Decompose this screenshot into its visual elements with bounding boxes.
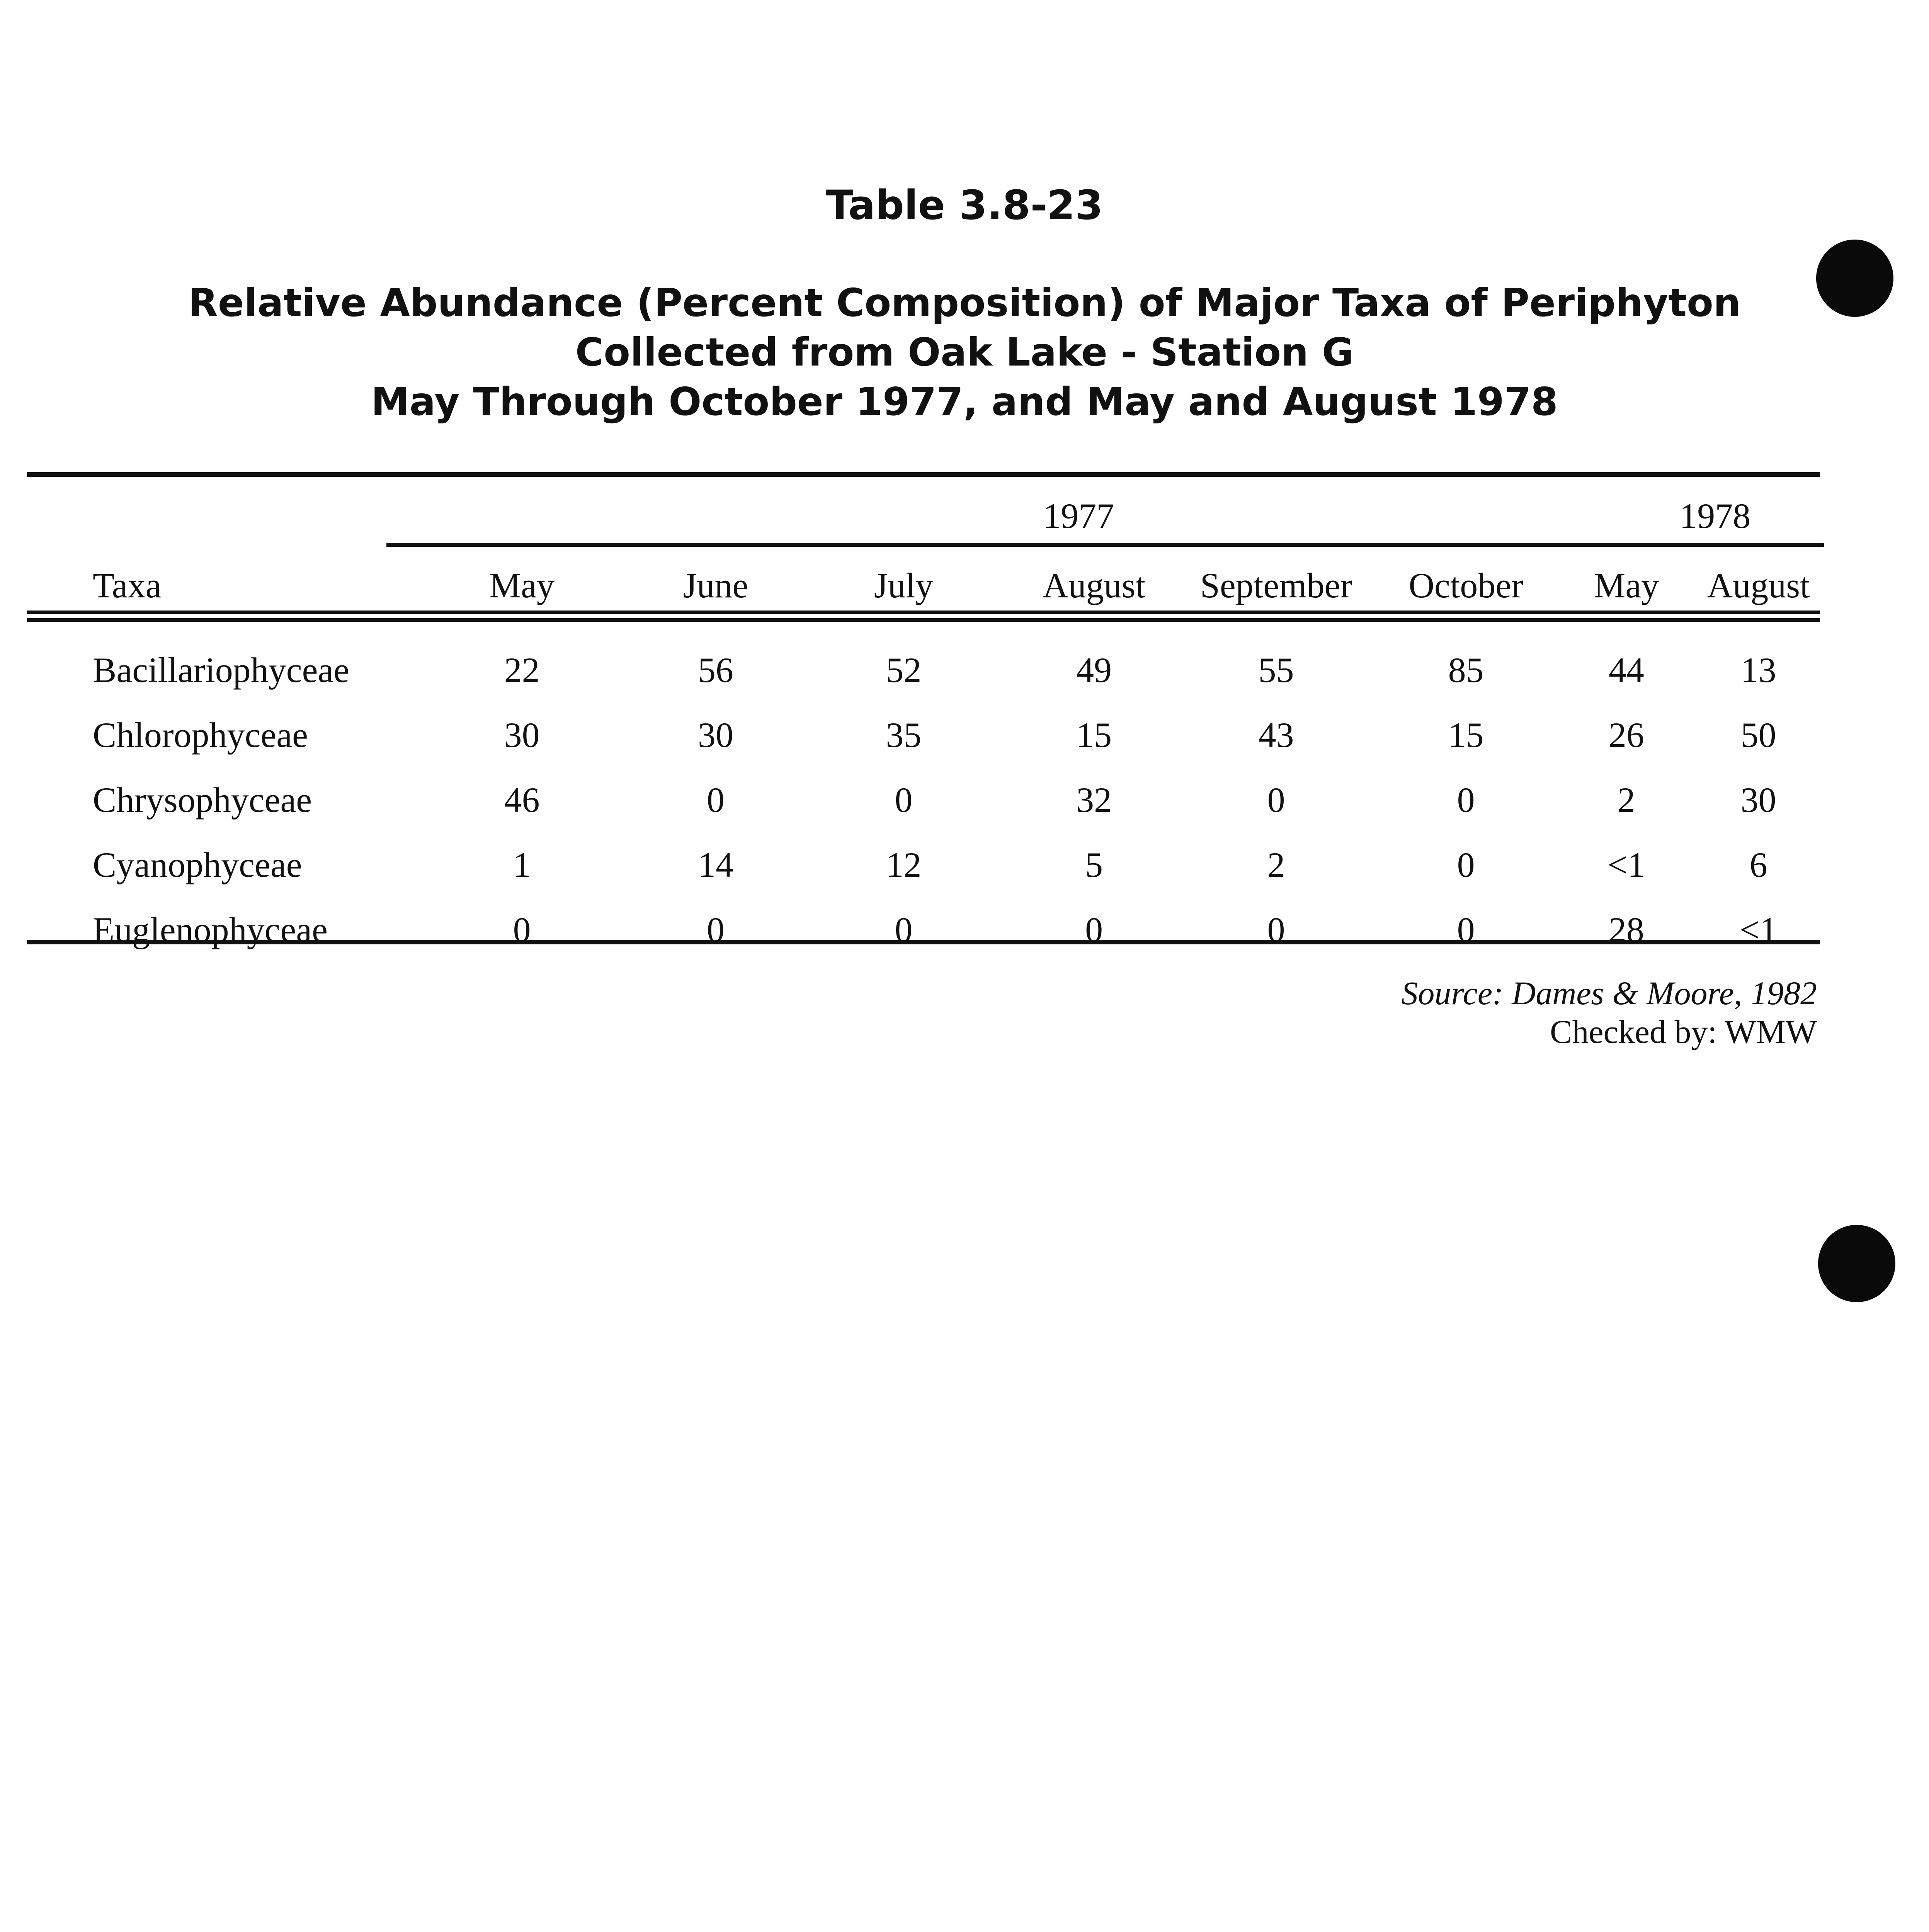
table-cell: 0 <box>1457 780 1475 820</box>
table-row <box>27 832 1820 897</box>
table-row <box>27 897 1820 962</box>
table-title <box>0 278 1929 427</box>
table-cell: 35 <box>886 715 922 755</box>
checked-by-note: Checked by: WMW <box>1550 1013 1817 1050</box>
table-cell: 46 <box>504 780 540 820</box>
table-cell: 26 <box>1608 715 1644 755</box>
month-header-row <box>27 549 1820 622</box>
title-line-3: May Through October 1977, and May and August 1978 <box>371 379 1558 424</box>
table-cell: 44 <box>1608 650 1644 690</box>
taxa-name: Cyanophyceae <box>93 845 302 884</box>
year-1978-header: 1978 <box>1679 496 1751 536</box>
table-row <box>27 767 1820 832</box>
table-cell: 50 <box>1740 715 1776 755</box>
month-header: June <box>683 566 748 605</box>
month-header: May <box>1594 566 1659 605</box>
month-header: October <box>1408 566 1523 605</box>
table-cell: 0 <box>895 780 913 820</box>
month-header: May <box>489 566 555 605</box>
table-cell: 52 <box>886 650 922 690</box>
table-number: Table 3.8-23 <box>826 182 1103 229</box>
taxa-name: Bacillariophyceae <box>93 650 350 690</box>
table-cell: 2 <box>1617 780 1635 820</box>
table-top-rule <box>27 472 1820 477</box>
table-cell: 30 <box>697 715 733 755</box>
year-header-row <box>27 483 1820 549</box>
table-cell: 28 <box>1608 910 1644 949</box>
title-line-2: Collected from Oak Lake - Station G <box>575 330 1354 375</box>
month-header: August <box>1707 566 1810 605</box>
punch-hole-icon <box>1818 1225 1895 1302</box>
taxa-name: Chrysophyceae <box>93 780 312 820</box>
table-row <box>27 638 1820 702</box>
table-cell: 0 <box>706 780 725 820</box>
table-cell: 32 <box>1076 780 1112 820</box>
table-cell: 5 <box>1085 845 1103 884</box>
table-cell: 13 <box>1740 650 1776 690</box>
table-cell: 0 <box>1457 910 1475 949</box>
month-header: September <box>1200 566 1352 605</box>
table-cell: 6 <box>1749 845 1767 884</box>
table-cell: 0 <box>895 910 913 949</box>
table-cell: 15 <box>1076 715 1112 755</box>
table-cell: 0 <box>1085 910 1103 949</box>
taxa-name: Euglenophyceae <box>93 910 328 949</box>
table-cell: 30 <box>504 715 540 755</box>
month-header: August <box>1043 566 1146 605</box>
table-cell: 49 <box>1076 650 1112 690</box>
table-cell: 85 <box>1448 650 1484 690</box>
table-cell: 0 <box>1267 910 1285 949</box>
table-cell: 30 <box>1740 780 1776 820</box>
table-cell: 22 <box>504 650 540 690</box>
title-line-1: Relative Abundance (Percent Composition) of Major Taxa of Periphyton <box>188 280 1741 325</box>
taxa-name: Chlorophyceae <box>93 715 308 755</box>
table-cell: <1 <box>1607 845 1645 884</box>
table-cell: 55 <box>1258 650 1294 690</box>
table-cell: 0 <box>513 910 531 949</box>
month-header: July <box>874 566 934 605</box>
table-cell: 12 <box>886 845 922 884</box>
table-cell: 2 <box>1267 845 1285 884</box>
table-cell: 43 <box>1258 715 1294 755</box>
year-1977-header: 1977 <box>1043 496 1114 536</box>
table-cell: 15 <box>1448 715 1484 755</box>
table-cell: 1 <box>513 845 531 884</box>
table-cell: 56 <box>697 650 733 690</box>
punch-hole-icon <box>1816 240 1893 317</box>
abundance-table <box>27 483 1820 962</box>
taxa-header: Taxa <box>93 566 162 605</box>
table-cell: 0 <box>706 910 725 949</box>
table-cell: 0 <box>1267 780 1285 820</box>
table-row <box>27 702 1820 767</box>
source-note: Source: Dames & Moore, 1982 <box>1401 975 1817 1012</box>
table-cell: 14 <box>697 845 733 884</box>
table-cell: <1 <box>1739 910 1778 949</box>
table-cell: 0 <box>1457 845 1475 884</box>
